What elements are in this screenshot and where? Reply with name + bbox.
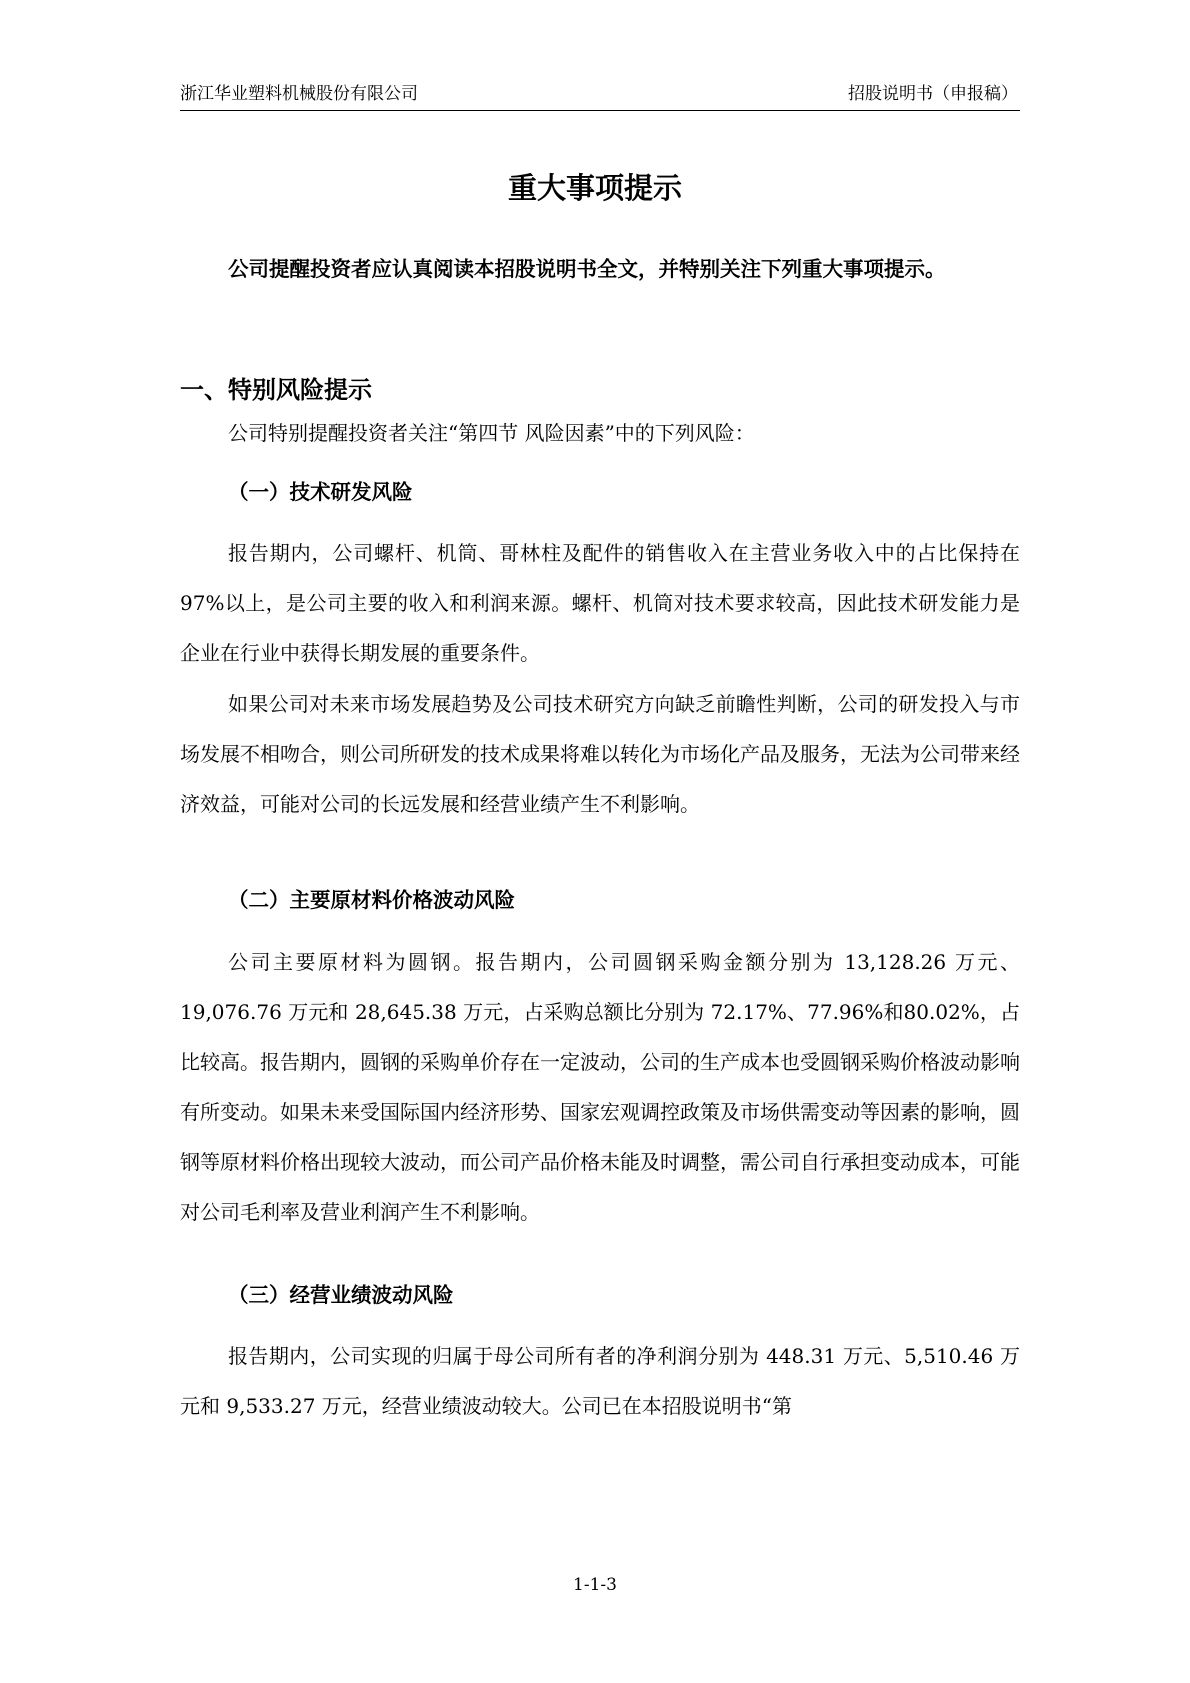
subheading-raw-material-risk: （二）主要原材料价格波动风险 [228,888,515,912]
raw-material-risk-paragraph: 公司主要原材料为圆钢。报告期内，公司圆钢采购金额分别为 13,128.26 万元、19,076.76 万元和 28,645.38 万元，占采购总额比分别为 72.17%、77.96%和80.02%，占比较高。报告期内，圆钢的采购单价存在一定波动，公司的生产成本也受圆钢采购价格波动影响有所变动。如果未来受国际国内经济形势、国家宏观调控政策及市场供需变动等因素的影响，圆钢等原材料价格出现较大波动，而公司产品价格未能及时调整，需公司自行承担变动成本，可能对公司毛利率及营业利润产生不利影响。 [180,950,1020,1224]
tech-rd-risk-paragraph-2: 如果公司对未来市场发展趋势及公司技术研究方向缺乏前瞻性判断，公司的研发投入与市场发展不相吻合，则公司所研发的技术成果将难以转化为市场化产品及服务，无法为公司带来经济效益，可能对公司的长远发展和经营业绩产生不利影响。 [180,692,1020,816]
page-title: 重大事项提示 [507,171,682,205]
page-number: 1-1-3 [573,1575,617,1595]
section-heading-special-risks: 一、特别风险提示 [180,376,372,404]
header-company-name: 浙江华业塑料机械股份有限公司 [180,84,418,104]
subheading-tech-rd-risk: （一）技术研发风险 [228,480,413,504]
performance-risk-paragraph: 报告期内，公司实现的归属于母公司所有者的净利润分别为 448.31 万元、5,510.46 万元和 9,533.27 万元，经营业绩波动较大。公司已在本招股说明书“第 [180,1344,1020,1418]
intro-paragraph: 公司提醒投资者应认真阅读本招股说明书全文，并特别关注下列重大事项提示。 [228,257,946,281]
page-header [180,82,1020,111]
tech-rd-risk-paragraph-1: 报告期内，公司螺杆、机筒、哥林柱及配件的销售收入在主营业务收入中的占比保持在97%以上，是公司主要的收入和利润来源。螺杆、机筒对技术要求较高，因此技术研发能力是企业在行业中获得长期发展的重要条件。 [180,541,1020,665]
subheading-performance-risk: （三）经营业绩波动风险 [228,1283,454,1307]
header-document-type: 招股说明书（申报稿） [848,84,1018,104]
section-lead-paragraph: 公司特别提醒投资者关注“第四节 风险因素”中的下列风险： [228,421,755,445]
